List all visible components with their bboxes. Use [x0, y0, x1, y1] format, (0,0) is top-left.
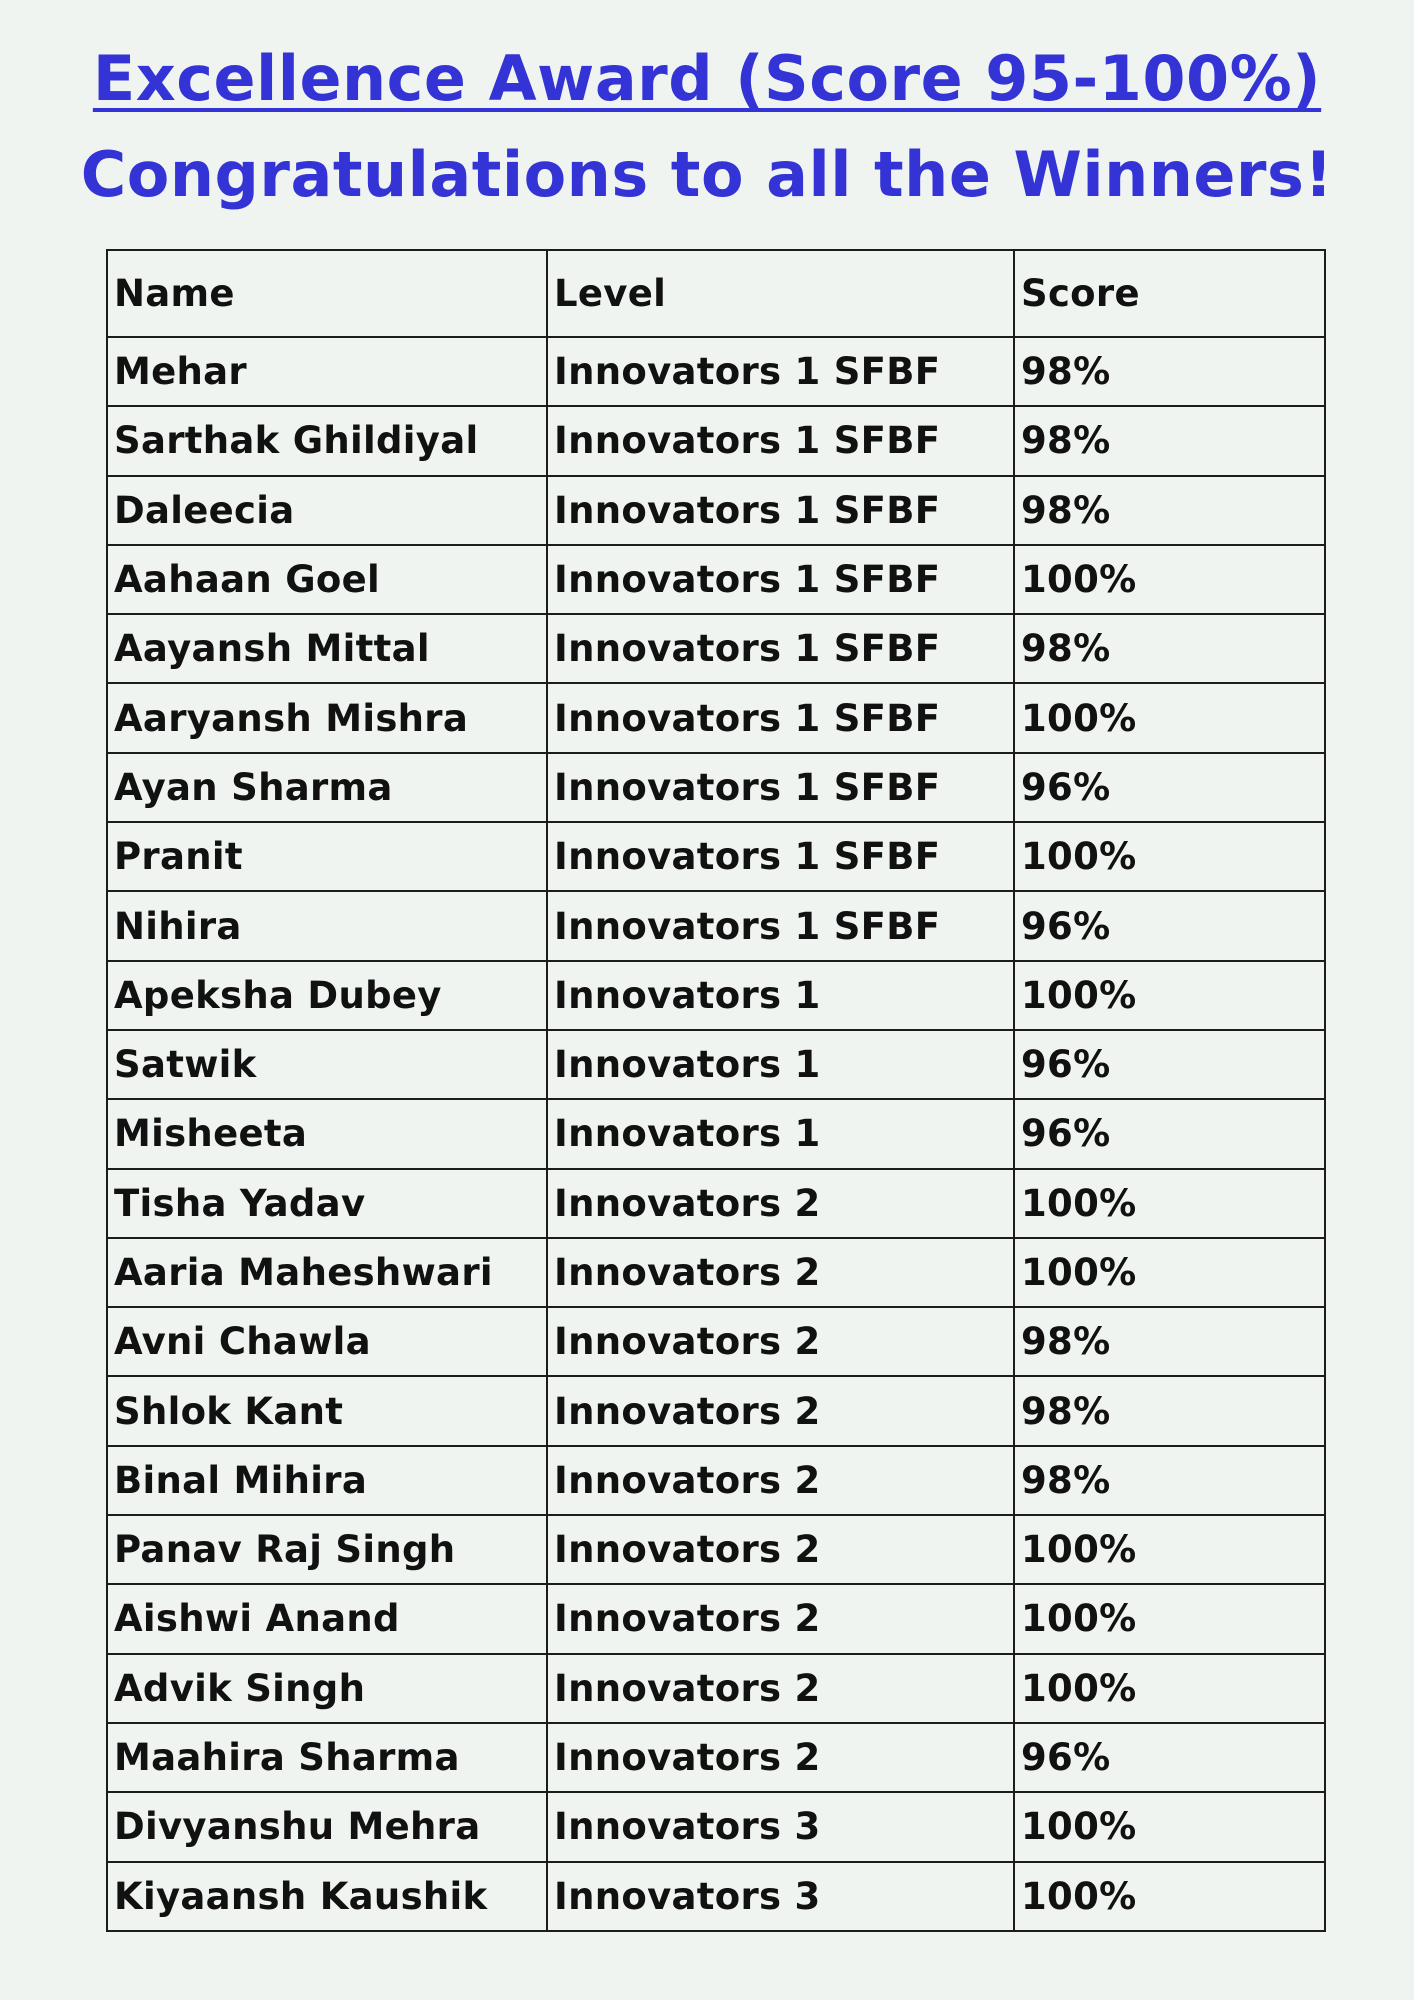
table-row	[107, 753, 1325, 822]
cell-level: Innovators 1 SFBF	[547, 614, 1014, 683]
cell-name: Avni Chawla	[107, 1307, 547, 1376]
header-level: Level	[547, 250, 1014, 337]
cell-name: Shlok Kant	[107, 1376, 547, 1445]
table-row	[107, 961, 1325, 1030]
cell-name: Ayan Sharma	[107, 753, 547, 822]
cell-score: 100%	[1014, 1862, 1325, 1931]
cell-score: 98%	[1014, 406, 1325, 475]
winners-table-body	[107, 337, 1325, 1931]
cell-name: Advik Singh	[107, 1654, 547, 1723]
cell-name: Daleecia	[107, 476, 547, 545]
table-row	[107, 1099, 1325, 1168]
cell-name: Tisha Yadav	[107, 1169, 547, 1238]
cell-level: Innovators 1	[547, 1099, 1014, 1168]
cell-score: 100%	[1014, 961, 1325, 1030]
cell-level: Innovators 1 SFBF	[547, 337, 1014, 406]
table-row	[107, 337, 1325, 406]
cell-score: 100%	[1014, 1515, 1325, 1584]
table-row	[107, 406, 1325, 475]
table-row	[107, 614, 1325, 683]
cell-level: Innovators 2	[547, 1238, 1014, 1307]
cell-level: Innovators 2	[547, 1654, 1014, 1723]
cell-name: Divyanshu Mehra	[107, 1792, 547, 1861]
cell-level: Innovators 2	[547, 1307, 1014, 1376]
cell-score: 100%	[1014, 822, 1325, 891]
cell-score: 98%	[1014, 1307, 1325, 1376]
cell-score: 98%	[1014, 1376, 1325, 1445]
cell-level: Innovators 1 SFBF	[547, 406, 1014, 475]
table-row	[107, 1030, 1325, 1099]
table-row	[107, 1862, 1325, 1931]
table-row	[107, 822, 1325, 891]
cell-name: Aayansh Mittal	[107, 614, 547, 683]
cell-score: 100%	[1014, 1238, 1325, 1307]
congratulations-heading: Congratulations to all the Winners!	[80, 138, 1334, 211]
cell-level: Innovators 2	[547, 1446, 1014, 1515]
table-row	[107, 891, 1325, 960]
cell-name: Apeksha Dubey	[107, 961, 547, 1030]
header-name: Name	[107, 250, 547, 337]
table-row	[107, 1307, 1325, 1376]
cell-name: Aaria Maheshwari	[107, 1238, 547, 1307]
cell-score: 100%	[1014, 545, 1325, 614]
cell-score: 96%	[1014, 1723, 1325, 1792]
cell-name: Misheeta	[107, 1099, 547, 1168]
cell-level: Innovators 3	[547, 1792, 1014, 1861]
cell-score: 96%	[1014, 753, 1325, 822]
table-row	[107, 1446, 1325, 1515]
cell-name: Kiyaansh Kaushik	[107, 1862, 547, 1931]
cell-score: 100%	[1014, 683, 1325, 752]
table-row	[107, 1376, 1325, 1445]
cell-score: 100%	[1014, 1792, 1325, 1861]
table-row	[107, 1238, 1325, 1307]
cell-name: Binal Mihira	[107, 1446, 547, 1515]
cell-level: Innovators 1 SFBF	[547, 822, 1014, 891]
cell-score: 98%	[1014, 337, 1325, 406]
table-row	[107, 545, 1325, 614]
cell-level: Innovators 1	[547, 961, 1014, 1030]
cell-score: 98%	[1014, 1446, 1325, 1515]
cell-level: Innovators 1 SFBF	[547, 476, 1014, 545]
cell-score: 100%	[1014, 1654, 1325, 1723]
cell-score: 96%	[1014, 1099, 1325, 1168]
table-row	[107, 1723, 1325, 1792]
cell-score: 100%	[1014, 1169, 1325, 1238]
cell-name: Maahira Sharma	[107, 1723, 547, 1792]
cell-name: Pranit	[107, 822, 547, 891]
table-row	[107, 1169, 1325, 1238]
cell-name: Mehar	[107, 337, 547, 406]
cell-level: Innovators 3	[547, 1862, 1014, 1931]
cell-level: Innovators 1 SFBF	[547, 683, 1014, 752]
cell-score: 96%	[1014, 1030, 1325, 1099]
cell-score: 98%	[1014, 476, 1325, 545]
cell-name: Satwik	[107, 1030, 547, 1099]
cell-score: 96%	[1014, 891, 1325, 960]
award-title: Excellence Award (Score 95-100%)	[92, 42, 1322, 115]
table-row	[107, 1584, 1325, 1653]
table-row	[107, 1515, 1325, 1584]
cell-name: Panav Raj Singh	[107, 1515, 547, 1584]
cell-level: Innovators 1 SFBF	[547, 545, 1014, 614]
table-row	[107, 476, 1325, 545]
cell-level: Innovators 1 SFBF	[547, 891, 1014, 960]
table-row	[107, 683, 1325, 752]
cell-level: Innovators 2	[547, 1515, 1014, 1584]
cell-name: Sarthak Ghildiyal	[107, 406, 547, 475]
cell-level: Innovators 2	[547, 1169, 1014, 1238]
table-header-row	[107, 250, 1325, 337]
cell-name: Aishwi Anand	[107, 1584, 547, 1653]
table-row	[107, 1654, 1325, 1723]
table-row	[107, 1792, 1325, 1861]
cell-level: Innovators 1 SFBF	[547, 753, 1014, 822]
cell-score: 98%	[1014, 614, 1325, 683]
cell-name: Nihira	[107, 891, 547, 960]
cell-level: Innovators 1	[547, 1030, 1014, 1099]
cell-level: Innovators 2	[547, 1723, 1014, 1792]
cell-level: Innovators 2	[547, 1376, 1014, 1445]
header-score: Score	[1014, 250, 1325, 337]
cell-level: Innovators 2	[547, 1584, 1014, 1653]
cell-score: 100%	[1014, 1584, 1325, 1653]
cell-name: Aaryansh Mishra	[107, 683, 547, 752]
winners-table	[106, 249, 1326, 1932]
cell-name: Aahaan Goel	[107, 545, 547, 614]
